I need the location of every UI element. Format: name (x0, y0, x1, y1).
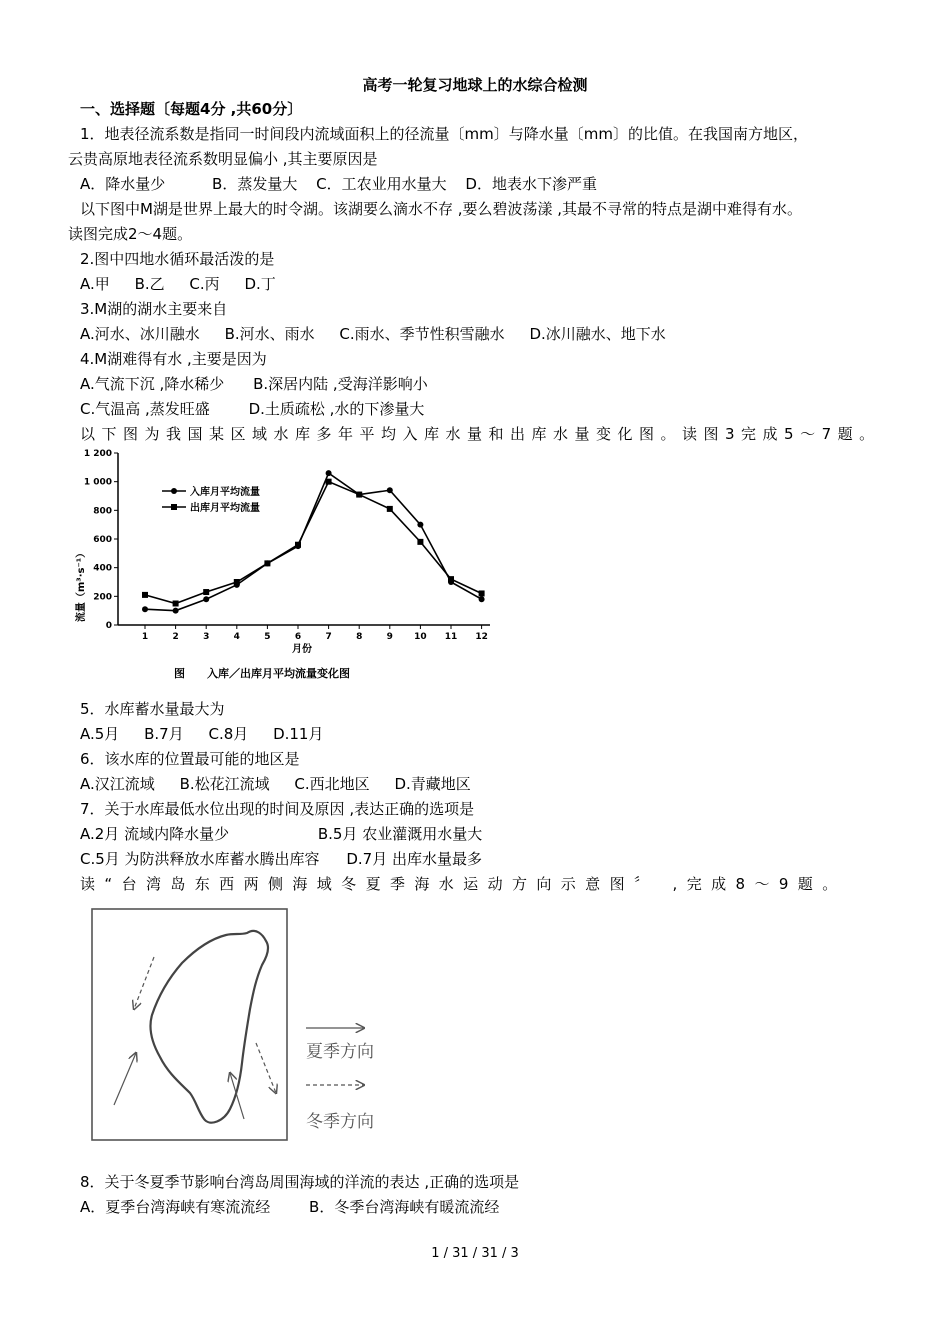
q8-stem: 8．关于冬夏季节影响台湾岛周围海域的洋流的表达 ,正确的选项是 (80, 1173, 520, 1191)
intro-2-4-line1: 以下图中M湖是世界上最大的时令湖。该湖要么滴水不存 ,要么碧波荡漾 ,其最不寻常的特点是湖中难得有水。 (80, 200, 803, 218)
outflow-point (356, 492, 362, 498)
q1-option-c: C．工农业用水量大 (316, 175, 447, 193)
q1-stem-line2: 云贵高原地表径流系数明显偏小 ,其主要原因是 (68, 150, 378, 168)
outflow-point (448, 576, 454, 582)
legend-marker (171, 488, 177, 494)
flow-chart (78, 447, 508, 687)
q2-option-b: B.乙 (134, 275, 165, 293)
summer-current-arrow-west (114, 1053, 136, 1105)
inflow-point (479, 596, 485, 602)
y-tick-label: 400 (93, 563, 112, 574)
q1-option-d: D．地表水下渗严重 (465, 175, 597, 193)
outflow-point (326, 479, 332, 485)
outflow-point (142, 592, 148, 598)
intro-8-9: 读“台湾岛东西两侧海域冬夏季海水运动方向示意图〞 ,完成8～9题。 (80, 875, 847, 893)
chart-caption: 图 入库／出库月平均流量变化图 (174, 667, 350, 680)
q1-options (80, 174, 597, 194)
inflow-point (203, 596, 209, 602)
winter-current-arrow-east (256, 1043, 276, 1093)
winter-current-arrow-west (134, 957, 154, 1009)
y-tick-label: 0 (105, 621, 112, 631)
q7-option-a: A.2月 流域内降水量少 (80, 825, 230, 843)
q2-option-c: C.丙 (189, 275, 220, 293)
q2-stem: 2.图中四地水循环最活泼的是 (80, 250, 275, 268)
outflow-point (479, 590, 485, 596)
x-tick-label: 7 (325, 632, 332, 642)
q5-option-b: B.7月 (144, 725, 184, 743)
q4-stem: 4.M湖难得有水 ,主要是因为 (80, 350, 267, 368)
q2-option-d: D.丁 (244, 275, 276, 293)
page-footer: 1 / 31 / 31 / 3 (431, 1246, 519, 1261)
x-tick-label: 3 (203, 632, 210, 642)
q6-stem: 6．该水库的位置最可能的地区是 (80, 750, 300, 768)
intro-2-4-line2: 读图完成2～4题。 (68, 225, 193, 243)
legend-label: 出库月平均流量 (190, 503, 260, 514)
q6-options (80, 774, 471, 794)
outflow-point (417, 539, 423, 545)
q3-options (80, 324, 666, 344)
legend-label: 入库月平均流量 (190, 487, 260, 498)
q1-stem-line1: 1．地表径流系数是指同一时间段内流域面积上的径流量〔mm〕与降水量〔mm〕的比值。在我国南方地区， (80, 125, 808, 143)
summer-legend-label: 夏季方向 (306, 1042, 374, 1062)
y-tick-label: 1 200 (83, 449, 112, 459)
q8-option-a: A．夏季台湾海峡有寒流流经 (80, 1198, 271, 1216)
q5-option-d: D.11月 (273, 725, 324, 743)
y-tick-label: 1 000 (83, 477, 112, 488)
x-tick-label: 6 (294, 632, 302, 642)
section-heading: 一、选择题〔每题4分 ,共60分〕 (80, 100, 303, 118)
q5-option-a: A.5月 (80, 725, 120, 743)
intro-5-7: 以下图为我国某区域水库多年平均入库水量和出库水量变化图。读图3完成5～7题。 (80, 425, 881, 443)
x-tick-label: 12 (475, 632, 488, 642)
q3-option-a: A.河水、冰川融水 (80, 325, 200, 343)
q7-options-row1 (80, 824, 482, 844)
q2-option-a: A.甲 (80, 275, 110, 293)
q3-option-d: D.冰川融水、地下水 (529, 325, 666, 343)
x-tick-label: 4 (233, 632, 240, 642)
outflow-point (264, 560, 270, 566)
q6-option-b: B.松花江流域 (179, 775, 270, 793)
y-tick-label: 600 (93, 535, 112, 545)
q3-stem: 3.M湖的湖水主要来自 (80, 300, 228, 318)
legend-marker (171, 504, 177, 510)
inflow-point (387, 487, 393, 493)
chart-axes (84, 449, 490, 642)
x-tick-label: 5 (264, 632, 271, 642)
series-line-2 (145, 482, 482, 604)
taiwan-current-map (80, 905, 400, 1145)
outflow-point (387, 506, 393, 512)
y-tick-label: 200 (93, 592, 112, 603)
x-tick-label: 1 (141, 632, 149, 642)
q1-option-a: A．降水量少 (80, 175, 166, 193)
inflow-point (142, 606, 148, 612)
q4-option-b: B.深居内陆 ,受海洋影响小 (253, 375, 428, 393)
q7-options-row2 (80, 849, 482, 869)
inflow-point (326, 470, 332, 476)
q7-stem: 7．关于水库最低水位出现的时间及原因 ,表达正确的选项是 (80, 800, 475, 818)
q4-option-a: A.气流下沉 ,降水稀少 (80, 375, 225, 393)
page-title: 高考一轮复习地球上的水综合检测 (362, 76, 588, 94)
x-tick-label: 2 (172, 632, 179, 642)
q4-option-d: D.土质疏松 ,水的下渗量大 (248, 400, 425, 418)
outflow-point (173, 601, 179, 607)
x-tick-label: 9 (386, 632, 393, 642)
q7-option-d: D.7月 出库水量最多 (346, 850, 482, 868)
q6-option-d: D.青藏地区 (394, 775, 471, 793)
x-tick-label: 10 (414, 632, 427, 642)
chart-legend (162, 485, 260, 514)
q6-option-c: C.西北地区 (294, 775, 370, 793)
x-tick-label: 11 (444, 632, 458, 642)
inflow-point (417, 522, 423, 528)
q1-option-b: B．蒸发量大 (212, 175, 298, 193)
q8-options (80, 1197, 499, 1217)
outflow-point (203, 589, 209, 595)
q6-option-a: A.汉江流域 (80, 775, 155, 793)
q5-options (80, 724, 323, 744)
q2-options (80, 274, 276, 294)
outflow-point (234, 579, 240, 585)
chart-x-axis-label: 月份 (292, 644, 312, 655)
q7-option-b: B.5月 农业灌溉用水量大 (317, 825, 483, 843)
winter-legend-label: 冬季方向 (306, 1112, 374, 1132)
x-tick-label: 8 (356, 632, 363, 642)
q4-options-row2 (80, 399, 424, 419)
inflow-point (173, 608, 179, 614)
q3-option-b: B.河水、雨水 (224, 325, 315, 343)
q8-option-b: B．冬季台湾海峡有暖流流经 (309, 1198, 500, 1216)
map-frame (92, 909, 287, 1140)
q5-option-c: C.8月 (208, 725, 249, 743)
q3-option-c: C.雨水、季节性积雪融水 (339, 325, 505, 343)
q5-stem: 5．水库蓄水量最大为 (80, 700, 225, 718)
q7-option-c: C.5月 为防洪释放水库蓄水腾出库容 (80, 850, 320, 868)
outflow-point (295, 542, 301, 548)
q4-options-row1 (80, 374, 428, 394)
y-tick-label: 800 (93, 506, 112, 517)
taiwan-island-outline (150, 931, 268, 1123)
chart-y-axis-label: 流量（m³·s⁻¹） (76, 547, 87, 623)
q4-option-c: C.气温高 ,蒸发旺盛 (80, 400, 210, 418)
summer-current-arrow-east (230, 1073, 244, 1119)
